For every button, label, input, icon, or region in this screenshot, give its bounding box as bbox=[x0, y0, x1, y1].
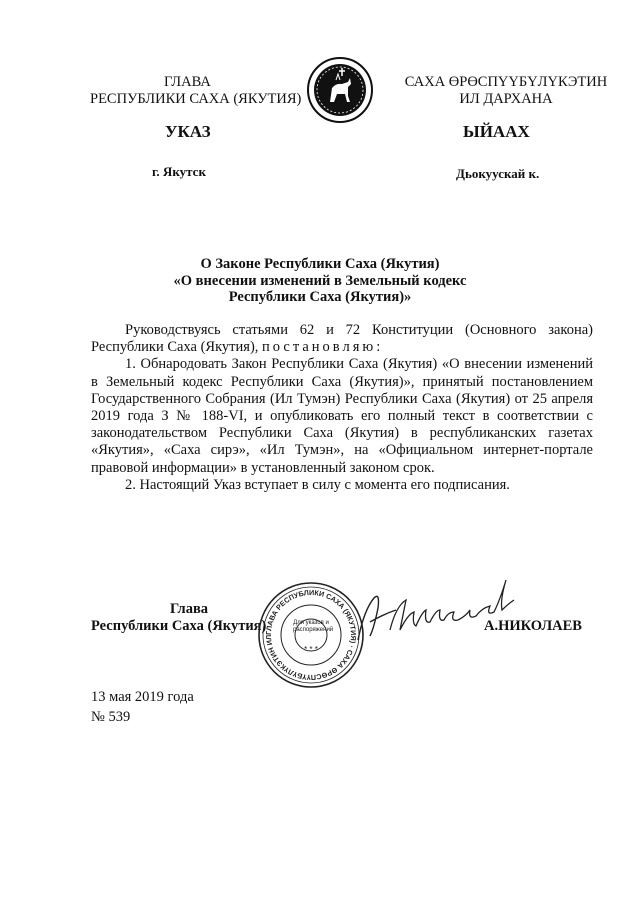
coat-of-arms-emblem bbox=[306, 56, 374, 124]
decree-date: 13 мая 2019 года bbox=[91, 689, 194, 705]
stamp-ring-text: ГЛАВА РЕСПУБЛИКИ САХА (ЯКУТИЯ) · САХА ӨРӨСПҮҮБҮЛҮКЭТИН ИЛ bbox=[263, 587, 359, 683]
doc-type-left: УКАЗ bbox=[165, 122, 211, 141]
title-line1: О Законе Республики Саха (Якутия) bbox=[200, 256, 440, 272]
preamble-text: Руководствуясь статьями 62 и 72 Конституции (Основного закона) Республики Саха (Якутия), bbox=[91, 322, 593, 356]
decree-word: постановляю: bbox=[262, 339, 384, 356]
header-right-line2: ИЛ ДАРХАНА bbox=[459, 91, 553, 107]
preamble bbox=[91, 322, 593, 356]
header-right-line1: САХА ӨРӨСПҮҮБҮЛҮКЭТИН bbox=[404, 74, 608, 90]
city-right: Дьокуускай к. bbox=[456, 166, 540, 181]
signatory-name: А.НИКОЛАЕВ bbox=[484, 618, 582, 634]
header-left-line2: РЕСПУБЛИКИ САХА (ЯКУТИЯ) bbox=[90, 91, 302, 107]
decree-number: № 539 bbox=[91, 709, 131, 725]
svg-text:* * *: * * * bbox=[304, 645, 318, 654]
stamp-center-text: Для указов и распоряжений bbox=[293, 620, 334, 633]
item-2: 2. Настоящий Указ вступает в силу с момента его подписания. bbox=[125, 476, 510, 493]
city-left: г. Якутск bbox=[152, 164, 206, 179]
handwritten-signature bbox=[350, 570, 520, 650]
title-line3: Республики Саха (Якутия)» bbox=[228, 289, 412, 305]
position-line2: Республики Саха (Якутия) bbox=[91, 618, 267, 634]
item-1: 1. Обнародовать Закон Республики Саха (Якутия) «О внесении изменений в Земельный кодекс Республики Саха (Якутия)», принятый постановлением Государственного Собрания (Ил Тумэн) Республики Саха (Якутия) от 25 апреля 2019 года З № 188-VI, и опубликовать его полный текст в соответствии с законодательством Республики Саха (Якутия) в республиканских газетах «Якутия», «Саха сирэ», «Ил Тумэн», на «Официальном интернет-портале правовой информации» в установленный законом срок. bbox=[91, 356, 593, 476]
decree-title bbox=[0, 256, 640, 306]
header-left-line1: ГЛАВА bbox=[164, 74, 211, 90]
doc-type-right: ЫЙААХ bbox=[463, 122, 530, 141]
title-line2: «О внесении изменений в Земельный кодекс bbox=[173, 272, 467, 289]
header-right-title bbox=[386, 74, 626, 108]
decree-body bbox=[91, 322, 593, 494]
position-line1: Глава bbox=[169, 601, 209, 617]
